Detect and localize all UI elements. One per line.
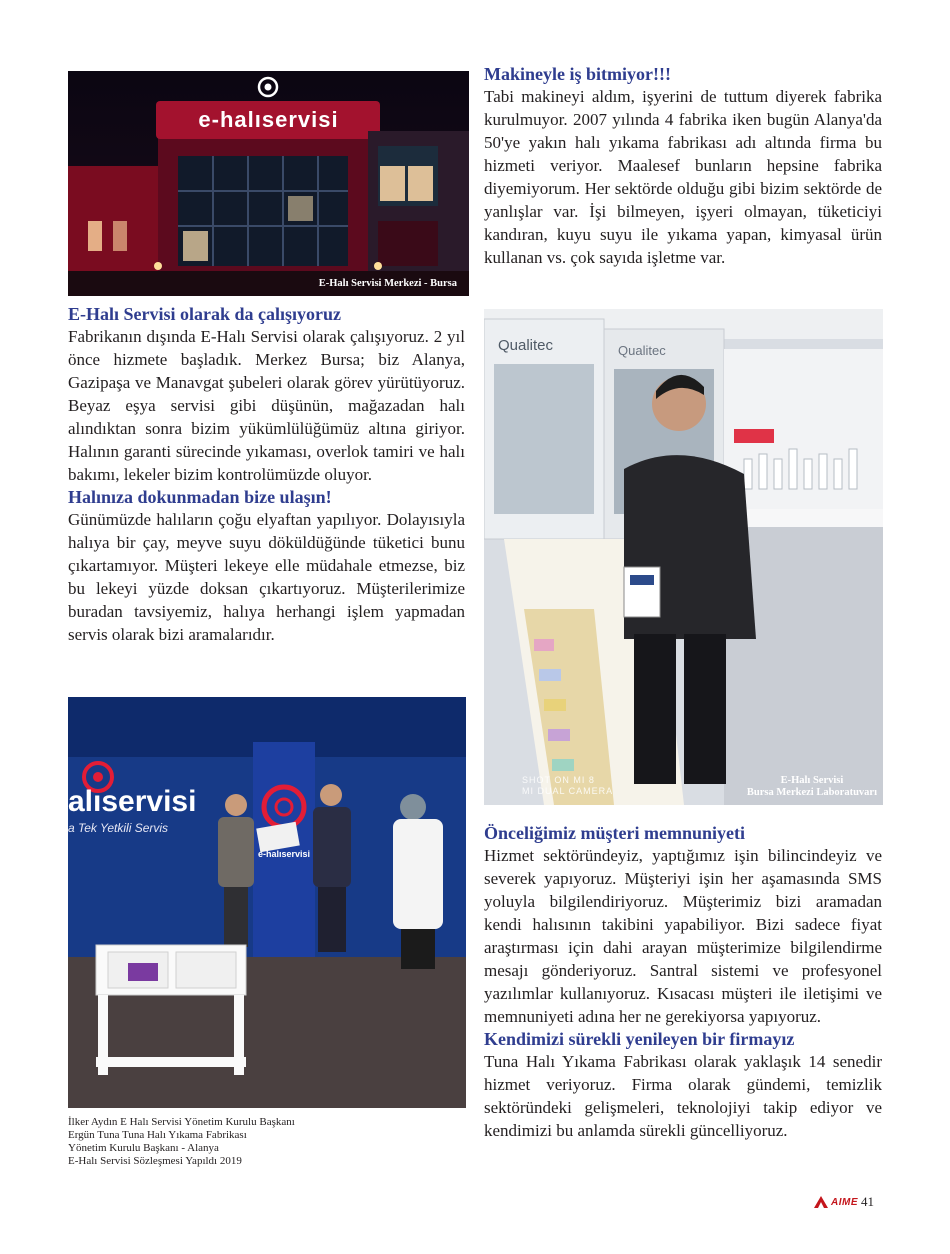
caption-line: E-Halı Servisi Sözleşmesi Yapıldı 2019 xyxy=(68,1155,242,1167)
section-body-machine: Tabi makineyi aldım, işyerini de tuttum diyerek fabrika kurulmuyor. 2007 yılında 4 fabrika iken bugün Alanya'da 50'ye yakın halı yıkama fabrikası adı altında firma bu hizmeti veriyor. Maalesef bunların hepsine fabrika diyemiyorum. Her sektörde olduğu gibi bizim sektörde de yanlışlar var. İşi bilmeyen, işyeri olmayan, tüketiciyi kandıran, kuyu suyu ile yıkama yapan, kimyasal ürün kullanan vs. çok sayıda işletme var. xyxy=(484,87,882,267)
caption-line: Ergün Tuna Tuna Halı Yıkama Fabrikası xyxy=(68,1129,247,1141)
section-body-contact: Günümüzde halıların çoğu elyaftan yapılıyor. Dolayısıyla halıya bir çay, meyve suyu döküldüğünde tüketici bunu çıkartamıyor. Müşteri lekeye elle müdahale etmezse, biz bu lekeyi yüzde doksan çıkartıyoruz. Müşterilerimize buradan tavsiyemiz, halıya herhangi işlem yapmadan servis olarak bizi aramalarıdır. xyxy=(68,510,465,644)
lab-caption-line: E-Halı Servisi xyxy=(780,775,844,786)
right-column-top-text xyxy=(484,63,882,269)
aime-logo-icon xyxy=(814,1196,828,1208)
camera-watermark-line: SHOT ON MI 8 xyxy=(522,775,595,785)
building-sign: e-halıservisi xyxy=(198,107,339,132)
banner-text: e-halıservisi xyxy=(257,849,311,859)
signing-photo xyxy=(68,697,466,1108)
wall-logo-text: alıservisi xyxy=(68,785,197,818)
caption-line: İlker Aydın E Halı Servisi Yönetim Kurulu Başkanı xyxy=(68,1116,295,1128)
section-heading-satisfaction: Önceliğimiz müşteri memnuniyeti xyxy=(484,823,745,843)
lab-caption-line: Bursa Merkezi Laboratuvarı xyxy=(746,787,877,798)
page-footer xyxy=(814,1194,874,1210)
section-heading-contact: Halınıza dokunmadan bize ulaşın! xyxy=(68,487,332,507)
section-body-e-hali: Fabrikanın dışında E-Halı Servisi olarak çalışıyoruz. 2 yıl önce hizmete başladık. Merkez Bursa; biz Alanya, Gazipaşa ve Manavgat şubeleri olarak görev yürütüyoruz. Beyaz eşya servisi gibi düşünün, mağazadan halı alındıktan sonra bizim yükümlülüğümüz altına giriyor. Halının garanti sürecinde yıkaması, overlok tamiri ve halı bakımı, lekeler bizim kontrolümüzde oluyor. xyxy=(68,327,465,484)
signing-photo-caption xyxy=(68,1116,466,1168)
lab-photo-caption xyxy=(747,775,877,799)
wall-sub-text: a Tek Yetkili Servis xyxy=(68,821,169,835)
photo1-caption: E-Halı Servisi Merkezi - Bursa xyxy=(318,278,457,289)
left-column-text xyxy=(68,303,465,646)
section-heading-e-hali: E-Halı Servisi olarak da çalışıyoruz xyxy=(68,304,341,324)
building-photo xyxy=(68,71,469,296)
aime-logo-text: AIME xyxy=(831,1196,858,1208)
section-heading-machine: Makineyle iş bitmiyor!!! xyxy=(484,64,671,84)
lab-brand-left: Qualitec xyxy=(498,337,554,354)
building-illustration xyxy=(68,71,469,296)
lab-brand-right: Qualitec xyxy=(618,343,666,358)
signing-illustration xyxy=(68,697,466,1108)
caption-line: Yönetim Kurulu Başkanı - Alanya xyxy=(68,1142,219,1154)
right-column-bottom-text xyxy=(484,822,882,1142)
camera-watermark xyxy=(522,775,613,797)
camera-watermark-line: MI DUAL CAMERA xyxy=(522,786,614,796)
section-body-renewal: Tuna Halı Yıkama Fabrikası olarak yaklaşık 14 senedir hizmet veriyoruz. Firma olarak gündemi, temizlik sektöründeki gelişmeleri, teknolojiyi takip ediyor ve kendimizi bu anlamda sürekli güncelliyoruz. xyxy=(484,1052,882,1140)
page-number: 41 xyxy=(861,1194,874,1209)
laboratory-illustration xyxy=(484,309,883,805)
section-heading-renewal: Kendimizi sürekli yenileyen bir firmayız xyxy=(484,1029,795,1049)
section-body-satisfaction: Hizmet sektöründeyiz, yaptığımız işin bilincindeyiz ve severek yapıyoruz. Müşteriyi işin her aşamasında SMS yoluyla bilgilendiriyoruz. Müşterimiz bizi aramadan kendi halısının takibini yapabiliyor. Bizi sadece fiyat araştırması için dahi arayan müşterimize bilgilendirme mesajı gönderiyoruz. Santral sistemi ve profesyonel yazılımlar kullanıyoruz. Kısacası müşteri ile iletişimi ve memnuniyeti adına her ne gerekiyorsa yapıyoruz. xyxy=(484,846,882,1026)
laboratory-photo xyxy=(484,309,883,805)
